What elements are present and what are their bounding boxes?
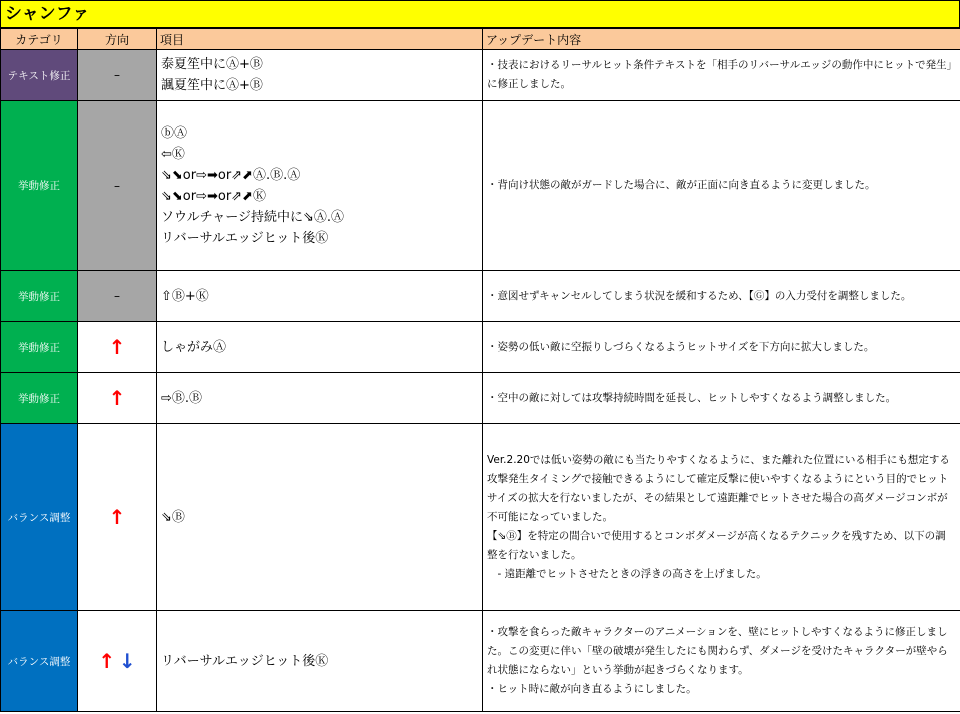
table-row <box>1 424 960 611</box>
item-line: リバーサルエッジヒット後Ⓚ <box>161 230 329 246</box>
arrow-up-icon: ↑ <box>108 335 126 359</box>
item-cell <box>157 322 483 373</box>
header-update: アップデート内容 <box>483 29 960 50</box>
item-line: ⇘⬊or⇨➡or⇗⬈Ⓚ <box>161 188 266 204</box>
item-line: リバーサルエッジヒット後Ⓚ <box>161 653 329 669</box>
update-text: Ver.2.20では低い姿勢の敵にも当たりやすくなるように、また離れた位置にいる相手にも想定する攻撃発生タイミングで接触できるようにして確定反撃に使いやすくなるようにという目的でヒットサイズの拡大を行ないましたが、その結果として遠距離でヒットさせた場合の高ダメージコンボが不可能になっていました。 <box>487 453 950 523</box>
update-text: ・技表におけるリーサルヒット条件テキストを「相手のリバーサルエッジの動作中にヒットで発生」に修正しました。 <box>487 59 952 90</box>
item-line: ⇦Ⓚ <box>161 146 185 162</box>
item-cell <box>157 611 483 712</box>
table-row <box>1 611 960 712</box>
update-cell <box>483 50 960 101</box>
category-cell: バランス調整 <box>1 611 78 712</box>
header-row <box>1 29 960 50</box>
item-cell <box>157 424 483 611</box>
item-line: ⇨Ⓑ.Ⓑ <box>161 390 203 406</box>
table-row <box>1 373 960 424</box>
update-cell <box>483 271 960 322</box>
item-cell <box>157 50 483 101</box>
table-row <box>1 50 960 101</box>
header-category: カテゴリ <box>1 29 78 50</box>
update-text: ・意図せずキャンセルしてしまう状況を緩和するため、【Ⓖ】の入力受付を調整しました。 <box>487 289 912 302</box>
category-cell: 挙動修正 <box>1 101 78 271</box>
item-line: 諷夏笙中にⒶ+Ⓑ <box>161 78 263 93</box>
item-line: しゃがみⒶ <box>161 339 227 355</box>
update-text: ・攻撃を食らった敵キャラクターのアニメーションを、壁にヒットしやすくなるように修正しました。この変更に伴い「壁の破壊が発生したにも関わらず、ダメージを受けたキャラクターが壁やられ状態にならない」という挙動が起きづらくなります。 <box>487 626 948 676</box>
direction-cell <box>78 611 157 712</box>
item-line: 泰夏笙中にⒶ+Ⓑ <box>161 57 263 72</box>
arrow-up-icon: ↑ <box>108 386 126 410</box>
direction-cell: – <box>78 101 157 271</box>
direction-cell: – <box>78 271 157 322</box>
item-line: ⇘Ⓑ <box>161 509 185 525</box>
item-line: ⇧Ⓑ+Ⓚ <box>161 288 209 304</box>
update-text: 【⇘Ⓑ】を特定の間合いで使用するとコンボダメージが高くなるテクニックを残すため、以下の調整を行ないました。 <box>487 529 946 561</box>
item-line: ⇘⬊or⇨➡or⇗⬈Ⓐ.Ⓑ.Ⓐ <box>161 167 301 183</box>
update-text: ・姿勢の低い敵に空振りしづらくなるようヒットサイズを下方向に拡大しました。 <box>487 340 875 353</box>
update-text: - 遠距離でヒットさせたときの浮きの高さを上げました。 <box>487 567 767 580</box>
category-cell: 挙動修正 <box>1 373 78 424</box>
update-text: ・背向け状態の敵がガードした場合に、敵が正面に向き直るように変更しました。 <box>487 179 876 191</box>
update-text: ・ヒット時に敵が向き直るようにしました。 <box>487 683 697 695</box>
direction-cell <box>78 373 157 424</box>
item-cell <box>157 373 483 424</box>
arrow-down-icon: ↓ <box>118 649 136 673</box>
category-cell: 挙動修正 <box>1 322 78 373</box>
item-cell <box>157 101 483 271</box>
table-row <box>1 322 960 373</box>
direction-cell <box>78 424 157 611</box>
update-text: ・空中の敵に対しては攻撃持続時間を延長し、ヒットしやすくなるよう調整しました。 <box>487 391 897 404</box>
category-cell: 挙動修正 <box>1 271 78 322</box>
table-row <box>1 101 960 271</box>
patch-notes-table <box>0 28 960 712</box>
item-line: ⓑⒶ <box>161 125 188 141</box>
header-item: 項目 <box>157 29 483 50</box>
update-cell <box>483 322 960 373</box>
category-cell: テキスト修正 <box>1 50 78 101</box>
arrow-up-icon: ↑ <box>98 649 116 673</box>
update-cell <box>483 101 960 271</box>
direction-cell <box>78 322 157 373</box>
category-cell: バランス調整 <box>1 424 78 611</box>
item-line: ソウルチャージ持続中に⇘Ⓐ.Ⓐ <box>161 209 344 225</box>
sheet-title: シャンファ <box>0 0 960 28</box>
arrow-up-icon: ↑ <box>108 505 126 529</box>
update-cell <box>483 611 960 712</box>
item-cell <box>157 271 483 322</box>
update-cell <box>483 373 960 424</box>
update-cell <box>483 424 960 611</box>
table-row <box>1 271 960 322</box>
header-direction: 方向 <box>78 29 157 50</box>
direction-cell: – <box>78 50 157 101</box>
